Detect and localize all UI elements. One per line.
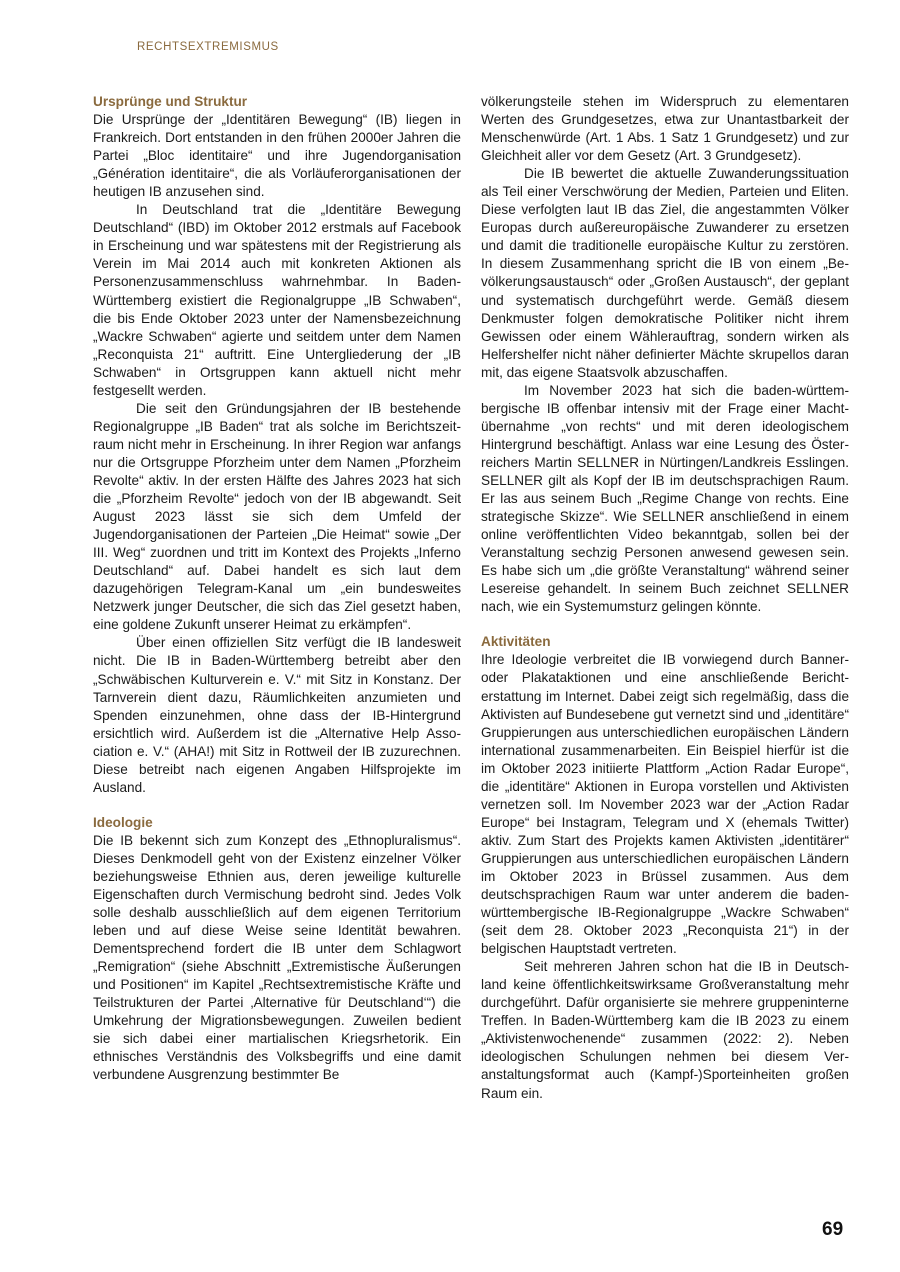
paragraph: Die IB bekennt sich zum Konzept des „Ethnopluralismus“. Dieses Denkmodell geht von der Existenz einzelner Völker beziehungsweise Ethnien aus, deren jeweilige kulturelle Eigenschaften durch Vermischung bedroht sind. Jedes Volk solle deshalb ausschließlich auf dem eigenen Territorium leben und auf diese Weise seine Identität bewahren. Dementsprechend fordert die IB unter dem Schlagwort „Remigration“ (siehe Abschnitt „Extremistische Äußerungen und Positionen“ im Kapitel „Rechtsextremistische Kräfte und Teilstrukturen der Partei ‚Alternative für Deutschland‘“) die Umkehrung der Migrationsbewegungen. Zuweilen bedient sie sich dabei einer martialischen Kriegsrhetorik. Ein ethnisches Verständnis des Volksbegriffs und eine damit verbundene Ausgrenzung bestimmter Be bbox=[93, 832, 461, 1083]
running-header: RECHTSEXTREMISMUS bbox=[137, 41, 279, 53]
right-column bbox=[481, 93, 849, 1103]
section-title-origins: Ursprünge und Struktur bbox=[93, 94, 248, 109]
section-title-ideology: Ideologie bbox=[93, 814, 153, 830]
paragraph: Die IB bewertet die aktuelle Zuwanderungssituation als Teil einer Verschwörung der Medien, Parteien und Eliten. Diese verfolgten laut IB das Ziel, die angestammten Völker Europas durch außereuropäische Zuwanderer zu ersetzen und damit die traditionelle europäische Kultur zu zerstören. In diesem Zusammenhang spricht die IB von einem „Bevölkerungsaustausch“ oder „Großen Austausch“, der geplant und systematisch durchgeführt werde. Gemäß diesem Denkmuster folgen demokratische Politiker nicht ihrem Gewissen oder einem Wählerauftrag, sondern wirken als Helfershelfer nicht näher definierter Mächte skrupellos daran mit, das eigene Staatsvolk abzuschaffen. bbox=[481, 166, 849, 380]
paragraph: völkerungsteile stehen im Widerspruch zu elementaren Werten des Grundgesetzes, etwa zur Unantastbarkeit der Menschenwürde (Art. 1 Abs. 1 Satz 1 Grundgesetz) und zur Gleichheit aller vor dem Gesetz (Art. 3 Grundgesetz). bbox=[481, 94, 849, 164]
paragraph: Über einen offiziellen Sitz verfügt die IB landesweit nicht. Die IB in Baden-Württemberg betreibt aber den „Schwäbischen Kulturverein e. V.“ mit Sitz in Konstanz. Der Tarnverein dient dazu, Räumlichkeiten anzumieten und Spenden einzunehmen, ohne dass der IB-Hintergrund ersichtlich wird. Außerdem ist die „Alternative Help Association e. V.“ (AHA!) mit Sitz in Rottweil der IB zuzurechnen. Diese betreibt nach eigenen Angaben Hilfsprojekte im Ausland. bbox=[93, 635, 461, 795]
paragraph: Seit mehreren Jahren schon hat die IB in Deutschland keine öffentlichkeitswirksame Großveranstaltung mehr durchgeführt. Dafür organisierte sie mehrere gruppeninterne Treffen. In Baden-Württemberg kam die IB 2023 zu einem „Aktivistenwochenende“ zusammen (2022: 2). Neben ideologischen Schulungen nehmen bei diesem Veranstaltungsformat auch (Kampf-)Sporteinheiten großen Raum ein. bbox=[481, 959, 849, 1101]
paragraph: Die seit den Gründungsjahren der IB bestehende Regionalgruppe „IB Baden“ trat als solche im Berichtszeitraum nicht mehr in Erscheinung. In ihrer Region war anfangs nur die Ortsgruppe Pforzheim unter dem Namen „Pforzheim Revolte“ aktiv. In der ersten Hälfte des Jahres 2023 hat sich die „Pforzheim Revolte“ jedoch von der IB abgewandt. Seit August 2023 lässt sie sich dem Umfeld der Jugendorganisationen der Parteien „Die Heimat“ sowie „Der III. Weg“ zuordnen und tritt im Kontext des Projekts „Inferno Deutschland“ auf. Dabei handelt es sich laut dem dazugehörigen Telegram-Kanal um „ein bundesweites Netzwerk junger Deutscher, die sich das Ziel gesetzt haben, eine goldene Zukunft unserer Heimat zu erkämpfen“. bbox=[93, 400, 461, 633]
left-column bbox=[93, 93, 461, 1085]
paragraph: Ihre Ideologie verbreitet die IB vorwiegend durch Banner- oder Plakataktionen und eine anschließende Berichterstattung im Internet. Dabei zeigt sich regelmäßig, dass die Aktivisten auf Bundesebene gut vernetzt sind und „identitäre“ Gruppierungen aus unterschiedlichen europäischen Ländern international zusammenarbeiten. Ein Beispiel hierfür ist die im Oktober 2023 initiierte Plattform „Action Radar Europe“, die „identitäre“ Aktionen in Europa vorstellen und Aktivisten vernetzen soll. Im November 2023 war der „Action Radar Europe“ bei Instagram, Telegram und X (ehemals Twitter) aktiv. Zum Start des Projekts kamen Aktivisten „identitärer“ Gruppierungen aus unterschiedlichen europäischen Ländern im Oktober 2023 in Brüssel zusammen. Aus dem deutschsprachigen Raum war unter anderem die baden-württembergische IB-Regionalgruppe „Wackre Schwaben“ (seit dem 28. Oktober 2023 „Reconquista 21“) in der belgischen Hauptstadt vertreten. bbox=[481, 652, 849, 957]
paragraph: In Deutschland trat die „Identitäre Bewegung Deutschland“ (IBD) im Oktober 2012 erstmals auf Facebook in Erscheinung und war spätestens mit der Registrierung als Verein im Mai 2014 auch mit konkreten Aktionen als Personenzusammenschluss wahrnehmbar. In Baden-Württemberg existiert die Regionalgruppe „IB Schwaben“, die bis Ende Oktober 2023 unter der Namensbezeichnung „Wackre Schwaben“ agierte und seitdem unter dem Namen „Reconquista 21“ auftritt. Eine Untergliederung der „IB Schwaben“ in Ortsgruppen kann aktuell nicht mehr festgesellt werden. bbox=[93, 202, 461, 398]
section-spacer bbox=[481, 616, 849, 633]
paragraph: Die Ursprünge der „Identitären Bewegung“ (IB) liegen in Frankreich. Dort entstanden in den frühen 2000er Jahren die Partei „Bloc identitaire“ und ihre Jugendorganisation „Génération identitaire“, die als Vorläuferorganisationen der heutigen IB anzusehen sind. bbox=[93, 112, 461, 200]
section-spacer bbox=[93, 797, 461, 814]
paragraph: Im November 2023 hat sich die baden-württembergische IB offenbar intensiv mit der Frage einer Machtübernahme „von rechts“ und mit deren ideologischem Hintergrund beschäftigt. Anlass war eine Lesung des Österreichers Martin SELLNER in Nürtingen/Landkreis Esslingen. SELLNER gilt als Kopf der IB im deutschsprachigen Raum. Er las aus seinem Buch „Regime Change von rechts. Eine strategische Skizze“. Wie SELLNER anschließend in einem online veröffentlichten Video bekanntgab, sollen bei der Veranstaltung sechzig Personen anwesend gewesen sein. Es habe sich um „die größte Veranstaltung“ während seiner Lesereise gehandelt. In seinem Buch zeichnet SELLNER nach, wie ein Systemumsturz gelingen könnte. bbox=[481, 382, 849, 615]
page-number: 69 bbox=[822, 1219, 844, 1240]
section-title-activities: Aktivitäten bbox=[481, 634, 551, 650]
